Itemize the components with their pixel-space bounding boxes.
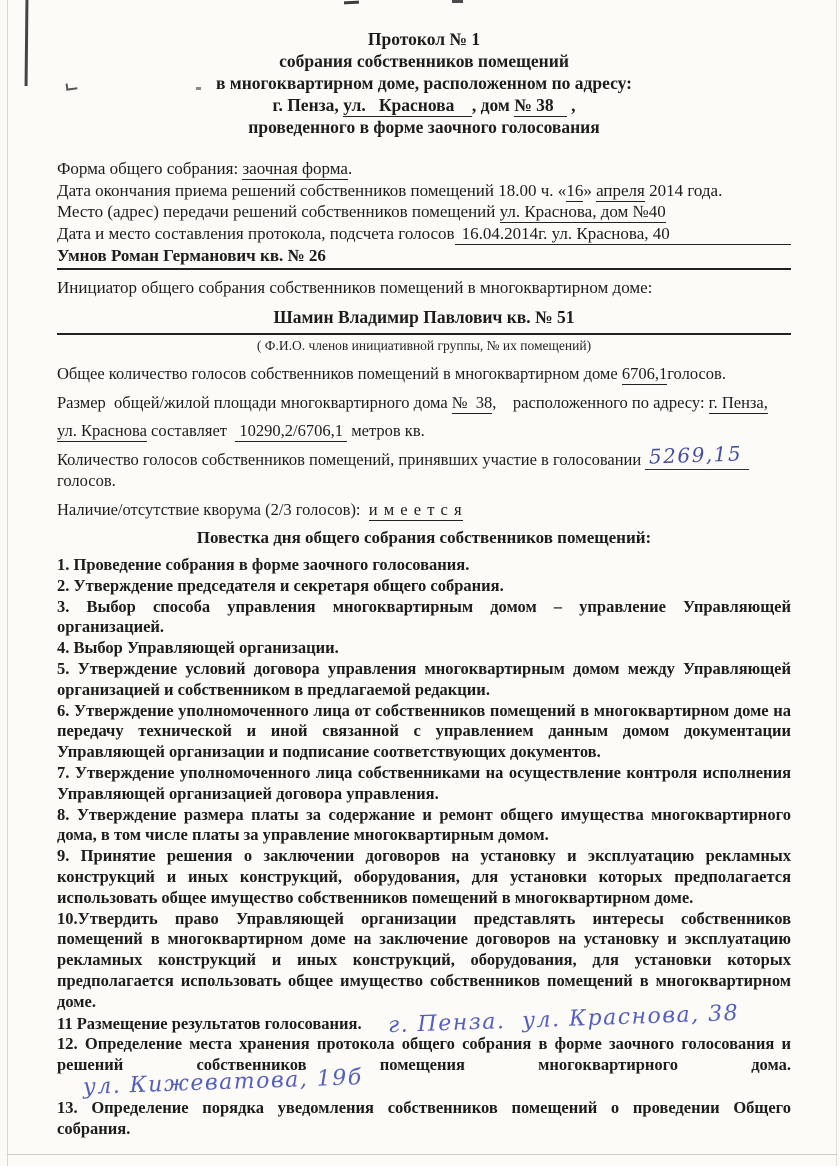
agenda-item-9: 9. Принятие решения о заключении договоров на установку и эксплуатацию рекламных конструкций и иных конструкций, оборудования, для установки которых предполагается использовать общее имущество собственников помещений в многоквартирном доме. — [57, 846, 791, 907]
meta-place-label: Место (адрес) передачи решений собственников помещений — [57, 202, 500, 221]
title-street-underlined: ул. Краснова — [343, 95, 472, 115]
meta-form-end: . — [347, 159, 353, 178]
agenda-item-5: 5. Утверждение условий договора управления многоквартирным домом между Управляющей организацией и собственником в предлагаемой редакции. — [57, 658, 791, 699]
total-votes-line — [57, 363, 791, 385]
participated-line — [57, 440, 791, 492]
totals-block — [57, 363, 791, 520]
meta-date-mid: » — [583, 180, 597, 200]
area-part2: , расположенного по адресу: — [492, 392, 709, 412]
meta-protocol-line — [57, 223, 791, 246]
document-content — [57, 28, 791, 1139]
quorum-label: Наличие/отсутствие кворума (2/3 голосов): — [57, 499, 369, 519]
quorum-value: и м е е т с я — [368, 499, 463, 519]
title-line-2: собрания собственников помещений — [279, 51, 569, 71]
area-city-underlined: г. Пенза, — [708, 392, 768, 412]
total-votes-label: Общее количество голосов собственников помещений в многоквартирном доме — [57, 364, 622, 383]
area-part3: составляет — [146, 421, 236, 440]
title-city: г. Пенза, — [272, 95, 344, 115]
agenda-item-13: 13. Определение порядка уведомления собственников помещений о проведении Общего собрания. — [57, 1097, 791, 1138]
scan-artifact-line — [25, 0, 29, 86]
meta-place-line — [57, 201, 791, 223]
meta-form-line — [57, 158, 791, 180]
agenda-item-10: 10.Утвердить право Управляющей организации представлять интересы собственников помещений в многоквартирном доме на заключение договоров на установку и эксплуатацию рекламных конструкций и иных конструкций, оборудования, для установки которых предполагается использовать общее имущество собственников помещений в многоквартирном доме. — [57, 908, 791, 1011]
area-part1: Размер общей/жилой площади многоквартирного дома — [57, 392, 452, 412]
agenda-item-12 — [57, 1034, 791, 1100]
title-line-1: Протокол № 1 — [367, 29, 481, 49]
area-line-1 — [57, 392, 791, 414]
title-line4-tail: , — [566, 95, 576, 115]
title-house-underlined: № 38 — [514, 95, 567, 115]
page-edge-shadow-bottom — [7, 1154, 837, 1155]
document-title — [57, 28, 791, 138]
agenda-item-7: 7. Утверждение уполномоченного лица собственниками на осуществление контроля исполнения Управляющей организацией договора управления. — [57, 762, 791, 803]
meta-date-end: 2014 года. — [644, 180, 723, 200]
meta-block — [57, 158, 791, 270]
total-votes-value: 6706,1 — [621, 364, 668, 383]
meta-date-pre: Дата окончания приема решений собственников помещений 18.00 ч. « — [57, 180, 567, 200]
total-votes-end: голосов. — [667, 364, 726, 383]
agenda-heading: Повестка дня общего собрания собственников помещений: — [196, 528, 652, 547]
agenda-item-3: 3. Выбор способа управления многоквартирным домом – управление Управляющей организацией. — [57, 596, 791, 637]
area-street-underlined: ул. Краснова — [57, 421, 147, 440]
area-house-underlined: № 38 — [451, 392, 493, 412]
meta-date-line — [57, 180, 791, 202]
handwritten-votes-count: 5269,15 — [648, 440, 743, 469]
area-end: метров кв. — [347, 421, 425, 440]
meta-form-label: Форма общего собрания: — [57, 159, 243, 178]
handwritten-results-address: г. Пенза. ул. Краснова, 38 — [387, 1000, 740, 1038]
quorum-line — [57, 499, 791, 521]
agenda-item-12-text: 12. Определение места хранения протокола общего собрания в форме заочного голосования и решений собственников помещения многоквартирного дома. — [57, 1034, 791, 1075]
participated-underline — [645, 440, 748, 470]
meta-date-day: 16 — [566, 180, 584, 200]
agenda-item-8: 8. Утверждение размера платы за содержание и ремонт общего имущества многоквартирного дома, в том числе платы за управление многоквартирным домом. — [57, 804, 791, 845]
scan-artifact-top-1 — [344, 1, 359, 5]
meta-protocol-label: Дата и место составления протокола, подсчета голосов — [57, 223, 455, 243]
agenda-item-11 — [57, 1000, 791, 1038]
agenda-item-11-text: 11 Размещение результатов голосования. — [57, 1013, 362, 1033]
title-line-3: в многоквартирном доме, расположенном по адресу: — [215, 73, 633, 93]
meta-date-month: апреля — [596, 180, 645, 200]
page-edge-shadow-right — [836, 0, 837, 1166]
meta-protocol-value: 16.04.2014г. ул. Краснова, 40 — [455, 223, 791, 246]
initiator-caption: ( Ф.И.О. членов инициативной группы, № их помещений) — [256, 338, 592, 353]
participated-end: голосов. — [57, 471, 116, 490]
meta-form-value: заочная форма — [242, 159, 348, 178]
handwritten-storage-address: ул. Кижеватова, 19б — [82, 1065, 364, 1100]
title-line-4 — [57, 94, 791, 116]
area-value-underlined: 10290,2/6706,1 — [235, 421, 348, 440]
area-line-2 — [57, 420, 791, 442]
agenda-list — [57, 555, 791, 1139]
agenda-item-2: 2. Утверждение председателя и секретаря общего собрания. — [57, 575, 504, 595]
title-line-5: проведенного в форме заочного голосования — [248, 117, 600, 137]
title-house-label: , дом — [471, 95, 515, 115]
scan-artifact-top-2 — [452, 0, 463, 3]
initiator-divider — [57, 333, 791, 335]
initiator-name: Шамин Владимир Павлович кв. № 51 — [273, 307, 575, 327]
agenda-item-6: 6. Утверждение уполномоченного лица от собственников помещений в многоквартирном доме на передачу технической и иной связанной с управлением данным домом документации Управляющей организации и подписание соответствующих документов. — [57, 700, 791, 762]
agenda-item-4: 4. Выбор Управляющей организации. — [57, 638, 339, 658]
meta-counter-name: Умнов Роман Германович кв. № 26 — [57, 245, 791, 270]
participated-label: Количество голосов собственников помещений, принявших участие в голосовании — [57, 449, 646, 469]
agenda-item-1: 1. Проведение собрания в форме заочного голосования. — [57, 555, 470, 574]
page-edge-shadow-left — [7, 0, 8, 1166]
initiator-label: Инициатор общего собрания собственников помещений в многоквартирном доме: — [57, 277, 653, 297]
meta-place-value: ул. Краснова, дом №40 — [499, 202, 666, 221]
